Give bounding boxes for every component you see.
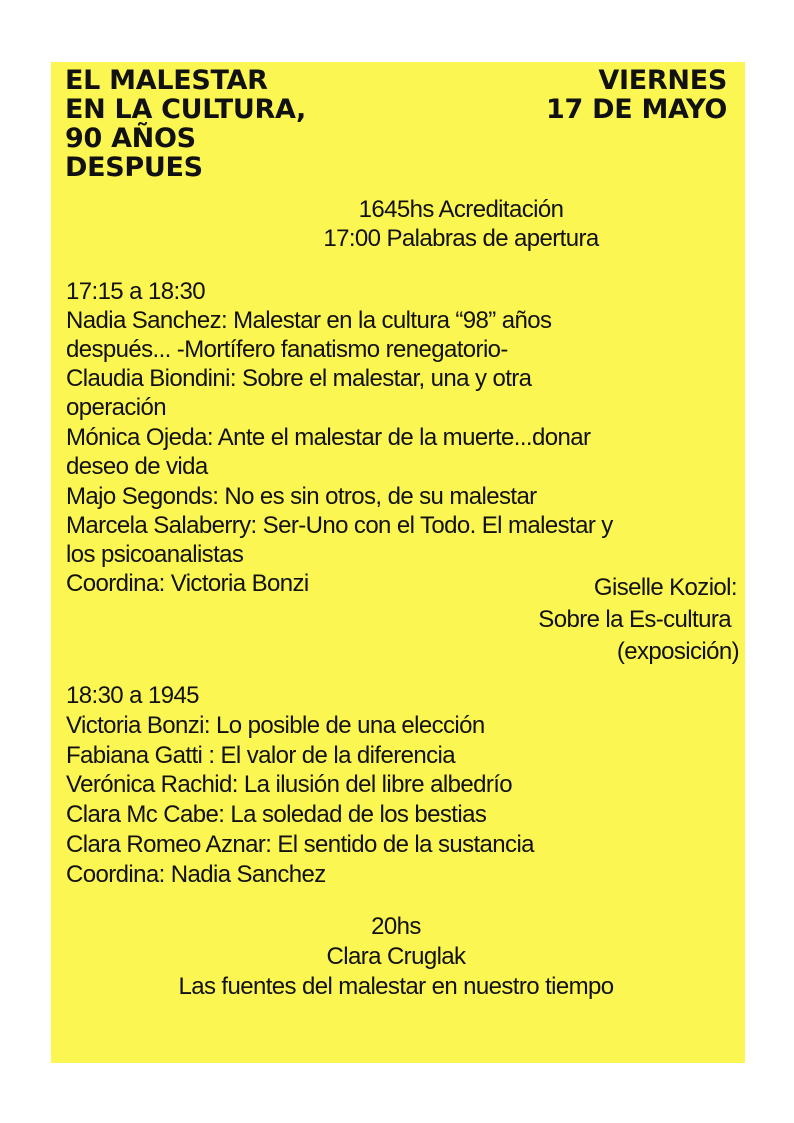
event-poster (51, 62, 745, 1063)
block2-coordinator: Coordina: Nadia Sanchez (66, 861, 326, 888)
block2-line: Victoria Bonzi: Lo posible de una elección (66, 712, 485, 739)
closing-time: 20hs (371, 913, 421, 940)
exhibit-line: (exposición) (616, 638, 739, 665)
block1-coordinator: Coordina: Victoria Bonzi (66, 570, 309, 597)
opening-words-line: 17:00 Palabras de apertura (323, 225, 599, 252)
event-title (65, 66, 306, 182)
accreditation-line: 1645hs Acreditación (358, 196, 564, 223)
block1-line: los psicoanalistas (66, 541, 244, 568)
block1-line: Mónica Ojeda: Ante el malestar de la muerte...donar (66, 424, 591, 451)
block2-line: Verónica Rachid: La ilusión del libre albedrío (66, 771, 513, 798)
block1-time: 17:15 a 18:30 (66, 278, 206, 305)
block2-time: 18:30 a 1945 (66, 682, 199, 709)
block1-line: deseo de vida (66, 453, 208, 480)
title-line: 90 AÑOS (65, 123, 196, 154)
exhibit-line: Giselle Koziol: (593, 574, 737, 601)
block2-line: Clara Romeo Aznar: El sentido de la sustancia (66, 831, 534, 858)
event-date (546, 66, 727, 124)
block1-line: después... -Mortífero fanatismo renegatorio- (66, 336, 508, 363)
title-line: EL MALESTAR (65, 65, 268, 96)
title-line: EN LA CULTURA, (65, 94, 307, 125)
closing-talk-title: Las fuentes del malestar en nuestro tiempo (178, 973, 614, 1000)
block1-line: Majo Segonds: No es sin otros, de su malestar (66, 483, 537, 510)
exhibit-line: Sobre la Es-cultura (538, 606, 731, 633)
block1-line: Claudia Biondini: Sobre el malestar, una y otra (66, 365, 532, 392)
date-day: 17 DE MAYO (546, 94, 727, 125)
block1-line: Marcela Salaberry: Ser-Uno con el Todo. El malestar y (66, 512, 613, 539)
date-weekday: VIERNES (598, 65, 727, 96)
title-line: DESPUES (65, 152, 203, 183)
block1-line: operación (66, 394, 167, 421)
block1-line: Nadia Sanchez: Malestar en la cultura “98” años (66, 307, 552, 334)
block2-line: Clara Mc Cabe: La soledad de los bestias (66, 801, 487, 828)
block2-line: Fabiana Gatti : El valor de la diferencia (66, 742, 455, 769)
closing-speaker: Clara Cruglak (326, 943, 466, 970)
